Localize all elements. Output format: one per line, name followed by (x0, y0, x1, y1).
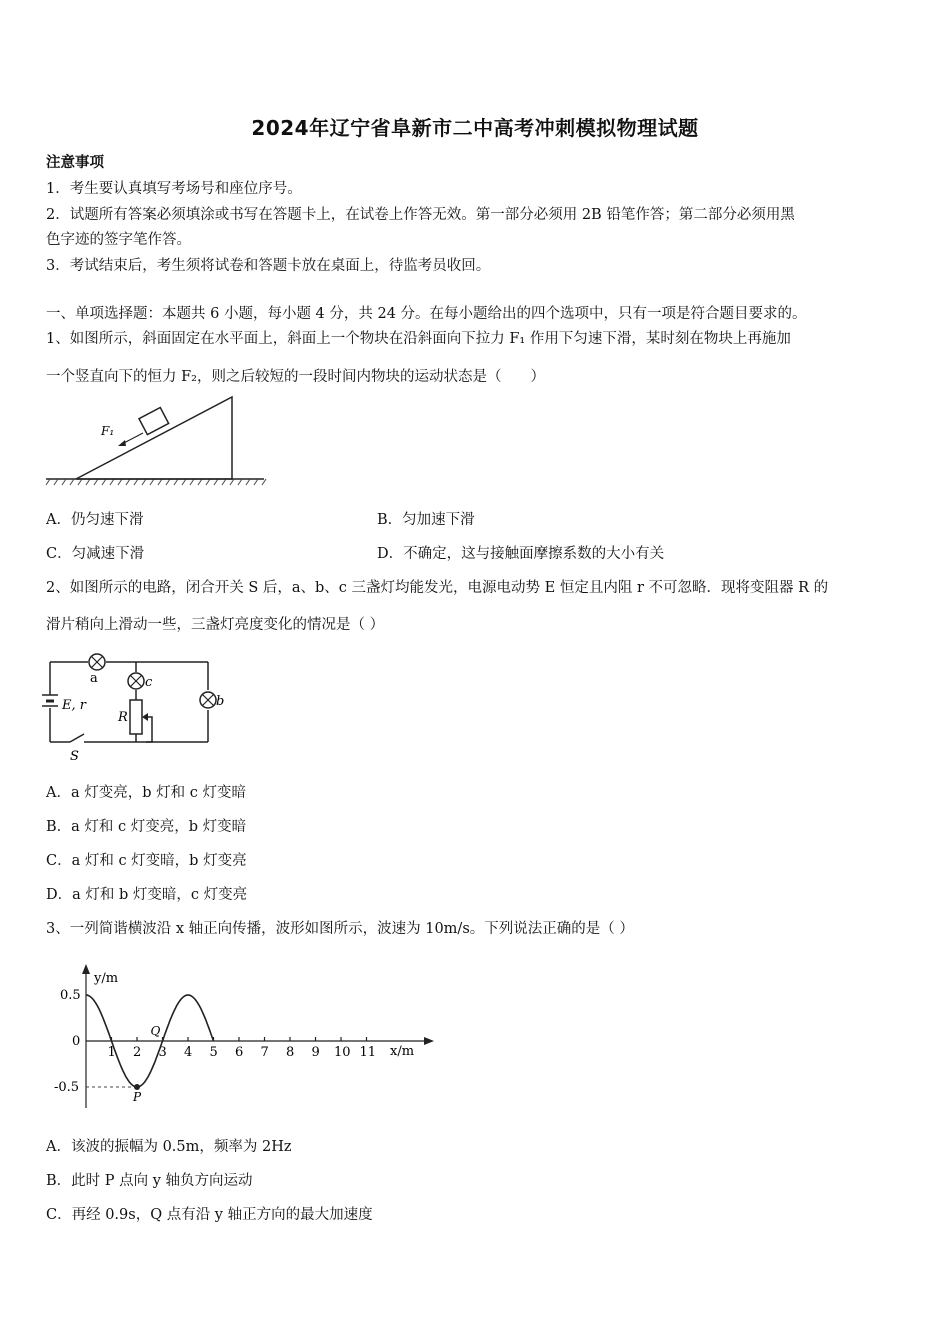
q1-stem-line1: 1、如图所示，斜面固定在水平面上，斜面上一个物块在沿斜面向下拉力 F₁ 作用下匀速下滑，某时刻在物块上再施加 (46, 331, 791, 347)
x-tick-label: 10 (334, 1045, 351, 1060)
q1-option-c: C．匀减速下滑 (46, 546, 145, 562)
notice-item-2: 2．试题所有答案必须填涂或书写在答题卡上，在试卷上作答无效。第一部分必须用 2B 铅笔作答；第二部分必须用黑 (46, 207, 795, 223)
q3-option-a: A．该波的振幅为 0.5m，频率为 2Hz (46, 1139, 292, 1155)
y-tick-label: -0.5 (54, 1080, 80, 1095)
q1-stem-line2: 一个竖直向下的恒力 F₂，则之后较短的一段时间内物块的运动状态是（ ） (46, 369, 545, 385)
x-tick-label: 5 (209, 1045, 218, 1060)
q3-wave-chart (50, 960, 440, 1115)
rheostat (130, 700, 142, 734)
q1-incline-figure (46, 395, 276, 490)
lamp-a-icon (89, 654, 105, 670)
x-tick-label: 1 (107, 1045, 116, 1060)
y-axis-label: y/m (94, 971, 119, 986)
block (139, 407, 169, 434)
page-title: 2024年辽宁省阜新市二中高考冲刺模拟物理试题 (251, 116, 699, 140)
q2-stem-line1: 2、如图所示的电路，闭合开关 S 后，a、b、c 三盏灯均能发光，电源电动势 E 恒定且内阻 r 不可忽略．现将变阻器 R 的 (46, 580, 829, 596)
label-er: E, r (62, 698, 86, 713)
q2-stem-line2: 滑片稍向上滑动一些，三盏灯亮度变化的情况是（ ） (46, 617, 385, 633)
notice-item-1: 1．考生要认真填写考场号和座位序号。 (46, 181, 302, 197)
incline-triangle (76, 397, 232, 479)
q1-option-b: B．匀加速下滑 (377, 512, 475, 528)
q2-option-c: C．a 灯和 c 灯变暗，b 灯变亮 (46, 853, 247, 869)
x-tick-label: 7 (260, 1045, 269, 1060)
label-r: R (118, 710, 128, 725)
lamp-c-icon (128, 673, 144, 689)
ground-hatching (46, 479, 266, 485)
notice-item-3: 3．考试结束后，考生须将试卷和答题卡放在桌面上，待监考员收回。 (46, 258, 491, 274)
x-axis-arrow (424, 1037, 434, 1045)
x-tick-label: 4 (184, 1045, 193, 1060)
force-arrow-head (118, 440, 126, 446)
x-tick-label: 3 (158, 1045, 167, 1060)
x-tick-label: 2 (133, 1045, 142, 1060)
point-label-p: P (133, 1090, 142, 1104)
q3-stem-line1: 3、一列简谐横波沿 x 轴正向传播，波形如图所示，波速为 10m/s。下列说法正确的是（ ） (46, 921, 634, 937)
notice-item-2-cont: 色字迹的签字笔作答。 (46, 232, 191, 248)
section-heading: 一、单项选择题：本题共 6 小题，每小题 4 分，共 24 分。在每小题给出的四个选项中，只有一项是符合题目要求的。 (46, 306, 807, 322)
force-label: F₁ (101, 424, 115, 438)
y-axis-arrow (82, 964, 90, 974)
q2-option-d: D．a 灯和 b 灯变暗，c 灯变亮 (46, 887, 248, 903)
q2-option-b: B．a 灯和 c 灯变亮，b 灯变暗 (46, 819, 247, 835)
label-c: c (145, 675, 153, 690)
point-label-q: Q (150, 1024, 161, 1038)
notice-heading: 注意事项 (46, 154, 104, 171)
y-tick-label: 0.5 (60, 988, 81, 1003)
q3-option-b: B．此时 P 点向 y 轴负方向运动 (46, 1173, 253, 1189)
x-axis-label: x/m (390, 1044, 415, 1059)
x-tick-label: 8 (286, 1045, 295, 1060)
switch (70, 734, 84, 742)
label-b: b (216, 694, 225, 709)
x-tick-label: 9 (311, 1045, 320, 1060)
q3-option-c: C．再经 0.9s，Q 点有沿 y 轴正方向的最大加速度 (46, 1207, 373, 1223)
x-tick-label: 11 (359, 1045, 377, 1060)
lamp-b-icon (200, 692, 216, 708)
label-s: S (70, 749, 79, 764)
q1-option-a: A．仍匀速下滑 (46, 512, 144, 528)
y-tick-label: 0 (72, 1034, 81, 1049)
q2-circuit-figure (40, 650, 240, 765)
label-a: a (90, 671, 98, 686)
q2-option-a: A．a 灯变亮，b 灯和 c 灯变暗 (46, 785, 246, 801)
slider-arrow (142, 713, 148, 721)
x-tick-label: 6 (235, 1045, 244, 1060)
battery (42, 695, 58, 706)
q1-option-d: D．不确定，这与接触面摩擦系数的大小有关 (377, 546, 665, 562)
